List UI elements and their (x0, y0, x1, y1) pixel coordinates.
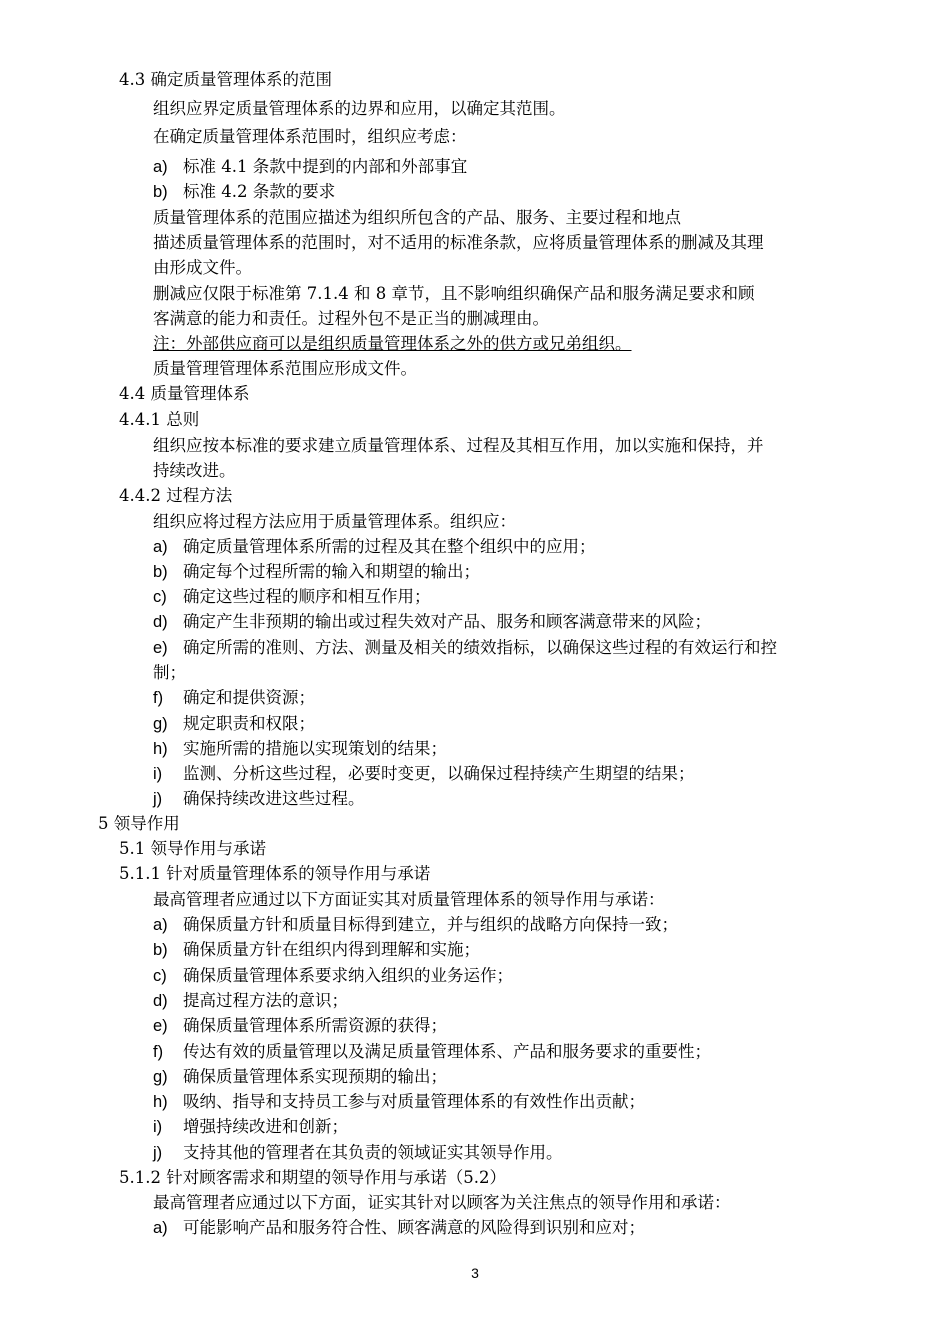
list-item-text: 确保质量管理体系要求纳入组织的业务运作； (183, 966, 513, 985)
list-item (153, 155, 467, 179)
list-item (153, 964, 513, 988)
list-item (153, 636, 777, 660)
section-5-heading: 5 领导作用 (98, 814, 180, 833)
list-marker: c) (153, 588, 167, 606)
section-4-4-2-heading: 4.4.2 过程方法 (119, 486, 233, 505)
list-marker: d) (153, 992, 168, 1010)
list-marker: a) (153, 538, 168, 556)
list-item (153, 686, 315, 710)
section-5-1-2-heading: 5.1.2 针对顾客需求和期望的领导作用与承诺（5.2） (119, 1168, 506, 1187)
paragraph: 组织应按本标准的要求建立质量管理体系、过程及其相互作用，加以实施和保持，并 (153, 436, 764, 455)
list-item (153, 1065, 447, 1089)
list-marker: c) (153, 967, 167, 985)
paragraph: 在确定质量管理体系范围时，组织应考虑： (153, 127, 467, 146)
section-4-3-heading: 4.3 确定质量管理体系的范围 (119, 70, 332, 89)
list-item (153, 560, 480, 584)
list-item-text: 确定这些过程的顺序和相互作用； (183, 587, 431, 606)
list-item-text: 提高过程方法的意识； (183, 991, 348, 1010)
list-item-text: 吸纳、指导和支持员工参与对质量管理体系的有效性作出贡献； (183, 1092, 645, 1111)
list-item-text: 确保质量管理体系实现预期的输出； (183, 1067, 447, 1086)
list-item (153, 1216, 645, 1240)
note: 注：外部供应商可以是组织质量管理体系之外的供方或兄弟组织。 (153, 334, 632, 353)
list-item (153, 1141, 563, 1165)
list-marker: j) (153, 1144, 163, 1162)
section-4-4-heading: 4.4 质量管理体系 (119, 384, 250, 403)
paragraph: 质量管理管理体系范围应形成文件。 (153, 359, 417, 378)
section-4-4-1-heading: 4.4.1 总则 (119, 410, 200, 429)
list-marker: b) (153, 183, 168, 201)
list-item (153, 1014, 447, 1038)
list-item (153, 737, 447, 761)
paragraph: 描述质量管理体系的范围时，对不适用的标准条款，应将质量管理体系的删减及其理 (153, 233, 764, 252)
list-item (153, 762, 695, 786)
list-marker: i) (153, 765, 163, 783)
list-marker: i) (153, 1118, 163, 1136)
list-item (153, 787, 365, 811)
page-number: 3 (471, 1265, 479, 1281)
list-item-text: 确定质量管理体系所需的过程及其在整个组织中的应用； (183, 537, 596, 556)
list-item (153, 180, 335, 204)
list-item-text: 标准 4.2 条款的要求 (183, 182, 336, 201)
list-marker: f) (153, 1043, 164, 1061)
list-marker: b) (153, 563, 168, 581)
paragraph: 删减应仅限于标准第 7.1.4 和 8 章节，且不影响组织确保产品和服务满足要求和顾 (153, 284, 755, 303)
list-item (153, 585, 431, 609)
list-item-text: 实施所需的措施以实现策划的结果； (183, 739, 447, 758)
list-marker: h) (153, 740, 168, 758)
list-item-text: 规定职责和权限； (183, 714, 315, 733)
paragraph: 最高管理者应通过以下方面，证实其针对以顾客为关注焦点的领导作用和承诺： (153, 1193, 731, 1212)
list-item-text: 确定产生非预期的输出或过程失效对产品、服务和顾客满意带来的风险； (183, 612, 711, 631)
list-item-text: 监测、分析这些过程，必要时变更，以确保过程持续产生期望的结果； (183, 764, 695, 783)
list-marker: g) (153, 1068, 168, 1086)
list-item (153, 1040, 711, 1064)
list-item (153, 1090, 645, 1114)
list-item-text: 确保质量方针在组织内得到理解和实施； (183, 940, 480, 959)
section-5-1-heading: 5.1 领导作用与承诺 (119, 839, 266, 858)
list-item (153, 535, 596, 559)
list-marker: e) (153, 1017, 168, 1035)
list-marker: d) (153, 613, 168, 631)
list-marker: f) (153, 689, 164, 707)
paragraph-continuation: 客满意的能力和责任。过程外包不是正当的删减理由。 (153, 309, 549, 328)
list-item (153, 913, 678, 937)
list-item (153, 610, 711, 634)
list-item (153, 989, 348, 1013)
list-item-text: 确定和提供资源； (183, 688, 315, 707)
list-marker: j) (153, 790, 163, 808)
paragraph-continuation: 持续改进。 (153, 461, 236, 480)
list-item-text: 可能影响产品和服务符合性、顾客满意的风险得到识别和应对； (183, 1218, 645, 1237)
list-marker: b) (153, 941, 168, 959)
list-item-continuation: 制； (153, 663, 186, 682)
list-item (153, 938, 480, 962)
paragraph-continuation: 由形成文件。 (153, 258, 252, 277)
list-item-text: 支持其他的管理者在其负责的领域证实其领导作用。 (183, 1143, 563, 1162)
list-marker: h) (153, 1093, 168, 1111)
section-5-1-1-heading: 5.1.1 针对质量管理体系的领导作用与承诺 (119, 864, 431, 883)
list-item-text: 标准 4.1 条款中提到的内部和外部事宜 (183, 157, 468, 176)
list-item (153, 1115, 348, 1139)
list-marker: a) (153, 916, 168, 934)
paragraph: 组织应将过程方法应用于质量管理体系。组织应： (153, 512, 516, 531)
list-item-text: 传达有效的质量管理以及满足质量管理体系、产品和服务要求的重要性； (183, 1042, 711, 1061)
list-marker: e) (153, 639, 168, 657)
list-item-text: 确保质量方针和质量目标得到建立，并与组织的战略方向保持一致； (183, 915, 678, 934)
paragraph: 质量管理体系的范围应描述为组织所包含的产品、服务、主要过程和地点 (153, 208, 681, 227)
list-marker: a) (153, 158, 168, 176)
list-item-text: 确保质量管理体系所需资源的获得； (183, 1016, 447, 1035)
list-item (153, 712, 315, 736)
list-item-text: 增强持续改进和创新； (183, 1117, 348, 1136)
list-item-text: 确定每个过程所需的输入和期望的输出； (183, 562, 480, 581)
paragraph: 最高管理者应通过以下方面证实其对质量管理体系的领导作用与承诺： (153, 890, 665, 909)
list-marker: a) (153, 1219, 168, 1237)
list-item-text: 确定所需的准则、方法、测量及相关的绩效指标，以确保这些过程的有效运行和控 (183, 638, 777, 657)
list-item-text: 确保持续改进这些过程。 (183, 789, 365, 808)
paragraph: 组织应界定质量管理体系的边界和应用，以确定其范围。 (153, 99, 566, 118)
list-marker: g) (153, 715, 168, 733)
